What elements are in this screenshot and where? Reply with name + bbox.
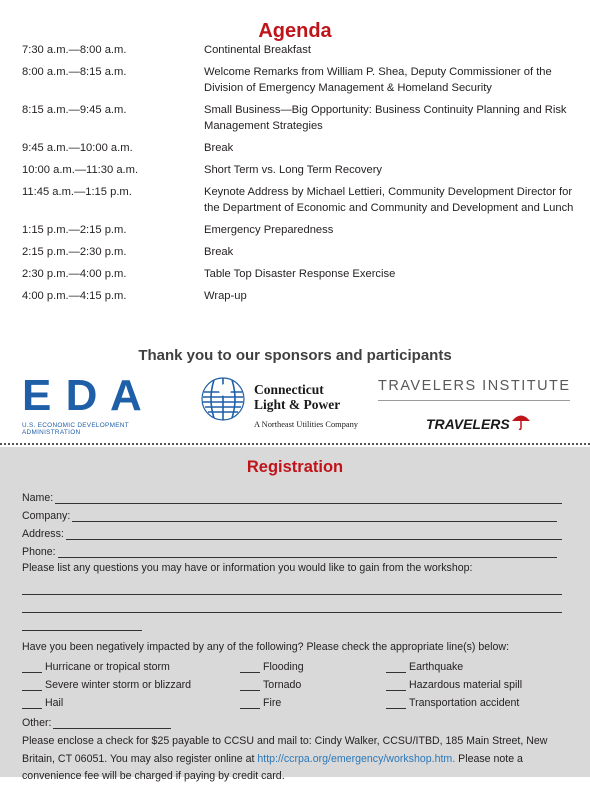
company-field[interactable]: [22, 504, 562, 522]
address-label: Address:: [22, 528, 64, 540]
check-label: Flooding: [263, 661, 304, 673]
agenda-time: 1:15 p.m.—2:15 p.m.: [22, 224, 127, 236]
check-line[interactable]: [386, 697, 406, 709]
registration-form: [22, 486, 562, 786]
registration-section: [0, 447, 590, 782]
agenda-row: [22, 288, 582, 304]
check-line[interactable]: [240, 679, 260, 691]
agenda-desc: Break: [204, 246, 234, 258]
agenda-time: 10:00 a.m.—11:30 a.m.: [22, 164, 139, 176]
umbrella-icon: [511, 413, 531, 431]
questions-line-short[interactable]: [22, 613, 142, 631]
payment-note-text: Please enclose a check for $25 payable to CCSU and mail to: Cindy Walker, CCSU/ITBD, 185 Main Street, New Britain, CT 06051. You may also register online at: [22, 735, 548, 765]
agenda-time: 9:45 a.m.—10:00 a.m.: [22, 142, 133, 154]
check-label: Hurricane or tropical storm: [45, 661, 170, 673]
agenda-time: 8:00 a.m.—8:15 a.m.: [22, 66, 127, 78]
agenda-time: 4:00 p.m.—4:15 p.m.: [22, 290, 127, 302]
check-option[interactable]: [22, 692, 240, 709]
clp-name: [254, 382, 340, 412]
check-label: Earthquake: [409, 661, 464, 673]
check-option[interactable]: [240, 674, 386, 691]
check-label: Tornado: [263, 679, 302, 691]
registration-link[interactable]: http://ccrpa.org/emergency/workshop.htm.: [257, 752, 456, 765]
check-label: Hazardous material spill: [409, 679, 523, 691]
agenda-row: [22, 162, 582, 178]
agenda-row: [22, 266, 582, 282]
travelers-logo: [378, 378, 570, 432]
agenda-desc: Keynote Address by Michael Lettieri, Community Development Director for the Department of Economic and Community and Development and Lunch: [204, 186, 574, 214]
check-line[interactable]: [22, 661, 42, 673]
impact-checklist: [22, 656, 562, 709]
company-line[interactable]: [72, 509, 557, 522]
dotted-divider: [0, 443, 590, 445]
phone-field[interactable]: [22, 540, 562, 558]
check-option[interactable]: [386, 692, 562, 709]
phone-line[interactable]: [58, 545, 557, 558]
agenda-time: 8:15 a.m.—9:45 a.m.: [22, 104, 127, 116]
payment-note: [22, 733, 562, 786]
check-line[interactable]: [22, 679, 42, 691]
eda-logo: [22, 372, 180, 436]
questions-line[interactable]: [22, 577, 562, 595]
phone-label: Phone:: [22, 546, 56, 558]
check-option[interactable]: [386, 674, 562, 691]
check-option[interactable]: [240, 656, 386, 673]
agenda-title: Agenda: [258, 20, 332, 42]
agenda-desc: Wrap-up: [204, 290, 247, 302]
check-option[interactable]: [22, 674, 240, 691]
agenda-time: 2:15 p.m.—2:30 p.m.: [22, 246, 127, 258]
agenda-desc: Table Top Disaster Response Exercise: [204, 268, 396, 280]
check-option[interactable]: [22, 656, 240, 673]
check-label: Hail: [45, 697, 64, 709]
agenda-time: 7:30 a.m.—8:00 a.m.: [22, 44, 127, 56]
check-line[interactable]: [240, 697, 260, 709]
eda-name: U.S. ECONOMIC DEVELOPMENT ADMINISTRATION: [22, 422, 129, 436]
agenda-row: [22, 140, 582, 156]
agenda-desc: Welcome Remarks from William P. Shea, Deputy Commissioner of the Division of Emergency Management & Homeland Security: [204, 66, 552, 94]
check-option[interactable]: [240, 692, 386, 709]
sponsor-logos: [0, 368, 590, 440]
payment-note-fee: Please note a convenience fee will be charged if paying by credit card.: [22, 752, 523, 782]
name-line[interactable]: [55, 491, 562, 504]
check-line[interactable]: [386, 679, 406, 691]
clp-name-line1: Connecticut: [254, 382, 324, 397]
agenda-row: [22, 244, 582, 260]
name-field[interactable]: [22, 486, 562, 504]
other-label: Other:: [22, 717, 52, 729]
clp-name-line2: Light & Power: [254, 397, 341, 412]
travelers-wordmark: [426, 413, 570, 432]
check-line[interactable]: [240, 661, 260, 673]
check-line[interactable]: [22, 697, 42, 709]
other-line[interactable]: [53, 716, 171, 729]
questions-prompt: Please list any questions you may have or information you would like to gain from the workshop:: [22, 562, 473, 574]
agenda-row: [22, 42, 582, 58]
travelers-rule: [378, 400, 570, 401]
check-line[interactable]: [386, 661, 406, 673]
travelers-institute-title: TRAVELERS INSTITUTE: [378, 378, 571, 394]
clp-logo: [198, 374, 373, 438]
clp-tagline: A Northeast Utilities Company: [254, 420, 358, 429]
other-field[interactable]: [22, 711, 562, 729]
agenda-row: [22, 222, 582, 238]
agenda-desc: Short Term vs. Long Term Recovery: [204, 164, 383, 176]
agenda-desc: Emergency Preparedness: [204, 224, 334, 236]
agenda-desc: Continental Breakfast: [204, 44, 311, 56]
eda-letters: E D A: [22, 371, 143, 420]
questions-line[interactable]: [22, 595, 562, 613]
check-option[interactable]: [386, 656, 562, 673]
sponsors-heading: Thank you to our sponsors and participants: [138, 347, 452, 364]
agenda-time: 11:45 a.m.—1:15 p.m.: [22, 186, 132, 198]
company-label: Company:: [22, 510, 71, 522]
agenda-desc: Break: [204, 142, 234, 154]
name-label: Name:: [22, 492, 54, 504]
agenda-time: 2:30 p.m.—4:00 p.m.: [22, 268, 127, 280]
agenda-desc: Small Business—Big Opportunity: Business Continuity Planning and Risk Management Strategies: [204, 104, 567, 132]
agenda-row: [22, 64, 582, 96]
address-line[interactable]: [66, 527, 562, 540]
registration-title: Registration: [246, 458, 344, 476]
globe-icon: [200, 376, 246, 422]
address-field[interactable]: [22, 522, 562, 540]
travelers-wordmark-text: TRAVELERS: [426, 416, 510, 432]
impact-prompt: Have you been negatively impacted by any of the following? Please check the appropriate line(s) below:: [22, 641, 510, 653]
agenda-row: [22, 102, 582, 134]
check-label: Transportation accident: [409, 697, 520, 709]
agenda-list: [22, 42, 582, 310]
check-label: Fire: [263, 697, 282, 709]
agenda-row: [22, 184, 582, 216]
check-label: Severe winter storm or blizzard: [45, 679, 192, 691]
